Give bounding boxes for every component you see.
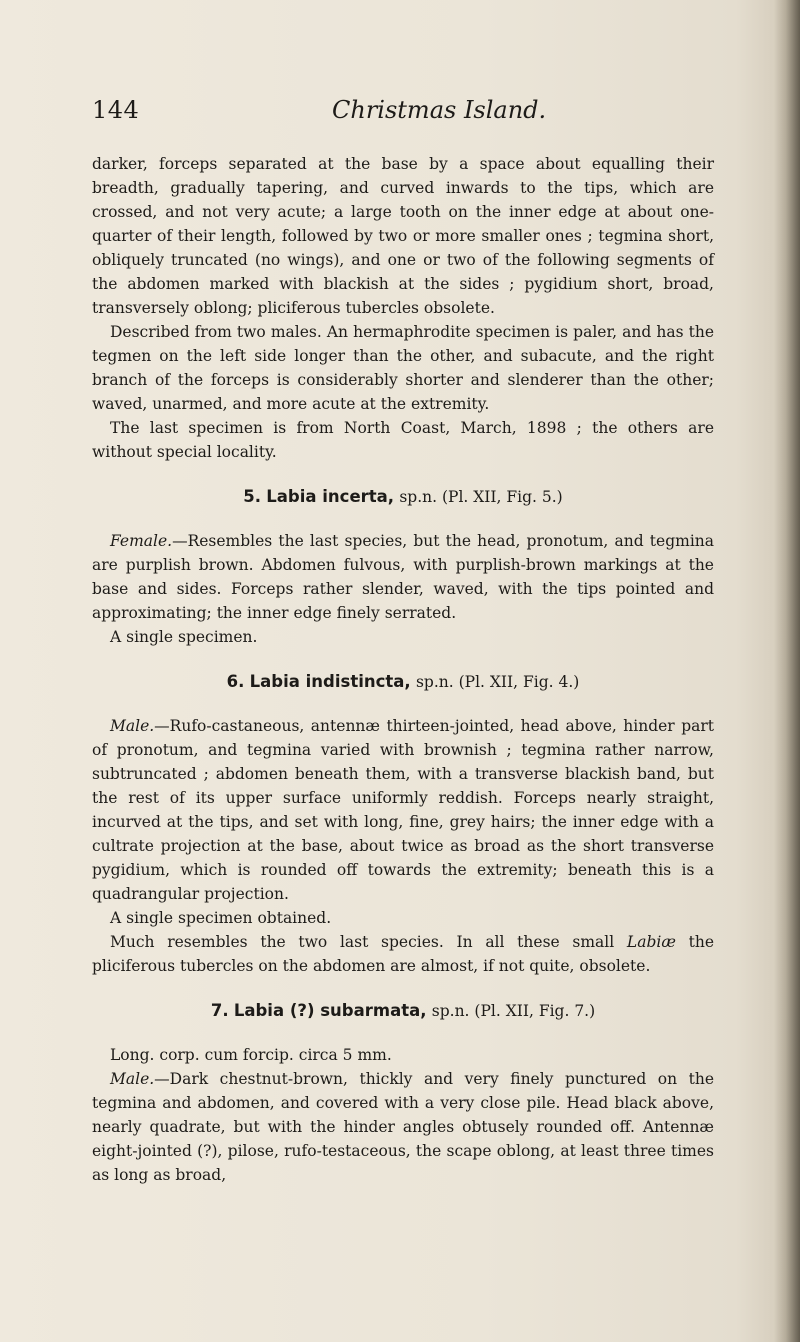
section-6-remark-end: the pliciferous tubercles on the abdomen are almost, if not quite, obsolete.: [92, 933, 714, 975]
section-6-remark: [92, 930, 714, 978]
section-6-sex: Male.: [110, 717, 155, 735]
page-header: [92, 96, 712, 136]
section-5-note: A single specimen.: [110, 628, 258, 646]
section-7-description: [92, 1067, 714, 1187]
section-7-number: 7.: [210, 1001, 229, 1020]
section-5-reference: sp.n. (Pl. XII, Fig. 5.): [399, 488, 563, 506]
section-5-species-name: Labia incerta,: [266, 487, 395, 506]
intro-paragraph-3: The last specimen is from North Coast, March, 1898 ; the others are without special locality.: [92, 419, 714, 461]
section-6-heading: [92, 670, 714, 694]
running-title: Christmas Island.: [332, 96, 547, 124]
section-6-reference: sp.n. (Pl. XII, Fig. 4.): [415, 673, 580, 691]
section-5-description: [92, 529, 714, 625]
section-6-species-name: Labia indistincta,: [249, 672, 411, 691]
page-number: 144: [92, 96, 140, 124]
page-edge-shadow: [774, 0, 800, 1342]
section-7-heading: [92, 999, 714, 1023]
section-7-size: Long. corp. cum forcip. circa 5 mm.: [110, 1046, 392, 1064]
section-5-sex: Female.: [110, 532, 173, 550]
section-6-description-text: —Rufo-castaneous, antennæ thirteen-jointed, head above, hinder part of pronotum, and tegmina varied with brownish ; tegmina rather narrow, subtruncated ; abdomen beneath them, with a transverse blackish band, but the rest of its upper surface uniformly reddish. Forceps nearly straight, incurved at the tips, and set with long, fine, grey hairs; the inner edge with a cultrate projection at the base, about twice as broad as the short transverse pygidium, which is rounded off towards the extremity; beneath this is a quadrangular projection.: [92, 717, 714, 903]
section-7-reference: sp.n. (Pl. XII, Fig. 7.): [431, 1002, 596, 1020]
section-5-number: 5.: [243, 487, 262, 506]
intro-paragraph-2: Described from two males. An hermaphrodite specimen is paler, and has the tegmen on the left side longer than the other, and subacute, and the right branch of the forceps is considerably shorter and slenderer than the other; waved, unarmed, and more acute at the extremity.: [92, 323, 714, 413]
page-body: [92, 152, 714, 1187]
section-6-number: 6.: [226, 672, 245, 691]
section-6-remark-genus: Labiæ: [626, 933, 676, 951]
section-7-description-text: —Dark chestnut-brown, thickly and very finely punctured on the tegmina and abdomen, and covered with a very close pile. Head black above, nearly quadrate, but with the hinder angles obtusely rounded off. Antennæ eight-jointed (?), pilose, rufo-testaceous, the scape oblong, at least three times as long as broad,: [92, 1070, 714, 1184]
section-5-heading: [92, 485, 714, 509]
section-5-description-text: —Resembles the last species, but the head, pronotum, and tegmina are purplish brown. Abdomen fulvous, with purplish-brown markings at the base and sides. Forceps rather slender, waved, with the tips pointed and approximating; the inner edge finely serrated.: [92, 532, 714, 622]
section-6-description: [92, 714, 714, 906]
intro-paragraph-1: darker, forceps separated at the base by a space about equalling their breadth, gradually tapering, and curved inwards to the tips, which are crossed, and not very acute; a large tooth on the inner edge at about one-quarter of their length, followed by two or more smaller ones ; tegmina short, obliquely truncated (no wings), and one or two of the following segments of the abdomen marked with blackish at the sides ; pygidium short, broad, transversely oblong; pliciferous tubercles obsolete.: [92, 155, 714, 317]
section-7-sex: Male.: [110, 1070, 155, 1088]
section-6-note: A single specimen obtained.: [110, 909, 332, 927]
section-6-remark-start: Much resembles the two last species. In all these small: [110, 933, 627, 951]
section-7-species-name: Labia (?) subarmata,: [233, 1001, 427, 1020]
